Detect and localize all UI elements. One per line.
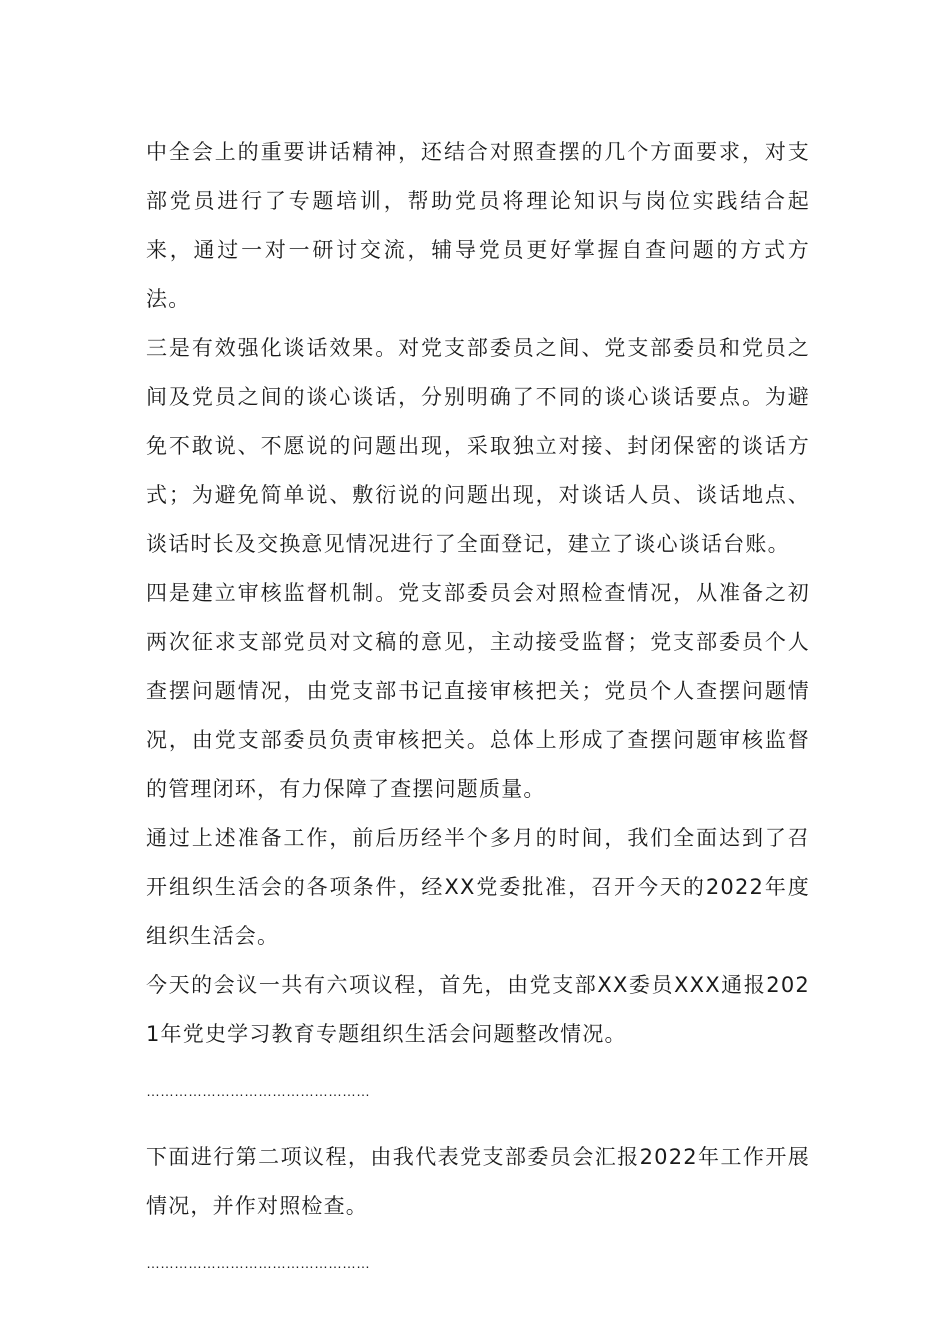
separator-dots: ………………………………………… <box>146 1083 370 1099</box>
separator-dots: ………………………………………… <box>146 1255 370 1271</box>
paragraph-second-agenda: 下面进行第二项议程，由我代表党支部委员会汇报2022年工作开展情况，并作对照检查。 <box>146 1145 810 1218</box>
paragraph-audit-mechanism: 四是建立审核监督机制。党支部委员会对照检查情况，从准备之初两次征求支部党员对文稿的意见，主动接受监督；党支部委员个人查摆问题情况，由党支部书记直接审核把关；党员个人查摆问题情况，由党支部委员负责审核把关。总体上形成了查摆问题审核监督的管理闭环，有力保障了查摆问题质量。 <box>146 581 810 801</box>
paragraph-preparation-summary: 通过上述准备工作，前后历经半个多月的时间，我们全面达到了召开组织生活会的各项条件，经XX党委批准，召开今天的2022年度组织生活会。 <box>146 826 810 948</box>
paragraph-training-continuation: 中全会上的重要讲话精神，还结合对照查摆的几个方面要求，对支部党员进行了专题培训，帮助党员将理论知识与岗位实践结合起来，通过一对一研讨交流，辅导党员更好掌握自查问题的方式方法。 <box>146 140 810 311</box>
document-body <box>146 128 810 1305</box>
paragraph-agenda-intro: 今天的会议一共有六项议程，首先，由党支部XX委员XXX通报2021年党史学习教育专题组织生活会问题整改情况。 <box>146 973 810 1046</box>
paragraph-talk-effect: 三是有效强化谈话效果。对党支部委员之间、党支部委员和党员之间及党员之间的谈心谈话，分别明确了不同的谈心谈话要点。为避免不敢说、不愿说的问题出现，采取独立对接、封闭保密的谈话方式；为避免简单说、敷衍说的问题出现，对谈话人员、谈话地点、谈话时长及交换意见情况进行了全面登记，建立了谈心谈话台账。 <box>146 336 810 556</box>
